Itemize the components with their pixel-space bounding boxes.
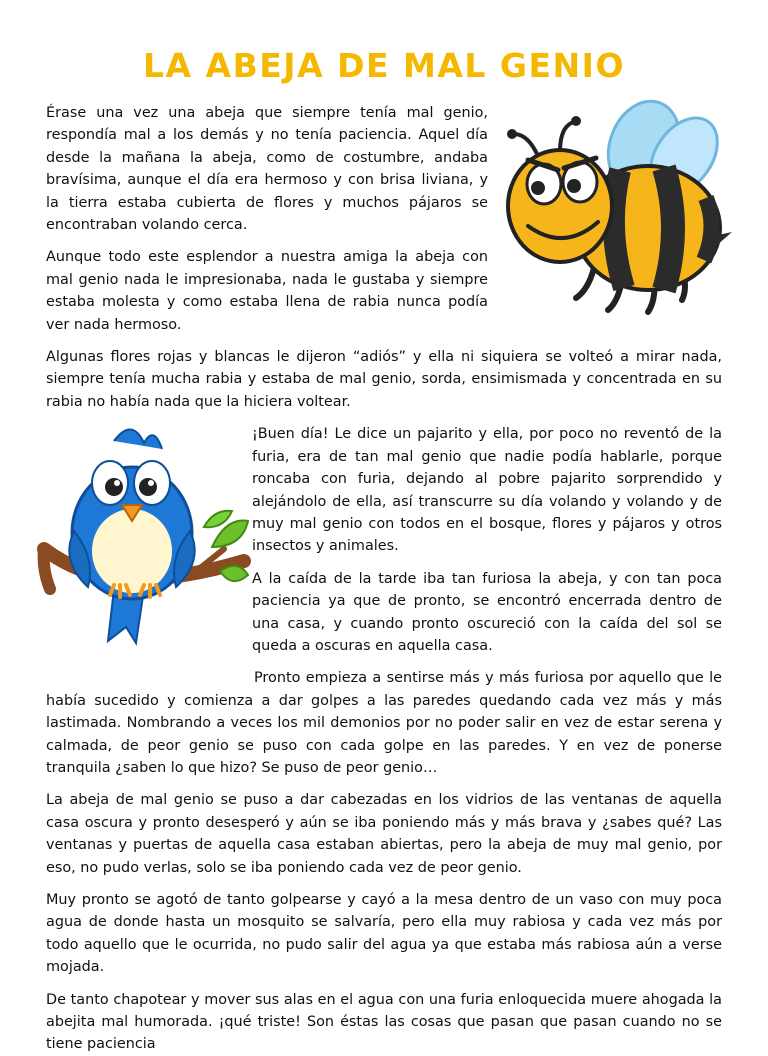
bee-icon xyxy=(498,98,736,322)
page-title: LA ABEJA DE MAL GENIO xyxy=(143,46,625,85)
paragraph-1: Érase una vez una abeja que siempre tenía mal genio, respondía mal a los demás y no tenía paciencia. Aquel día desde la mañana la abeja, como de costumbre, andaba bravísima, aunque el día era hermoso y con brisa liviana, y la tierra estaba cubierta de flores y muchos pájaros se encontraban volando cerca. xyxy=(46,105,488,234)
paragraph-2: Aunque todo este esplendor a nuestra amiga la abeja con mal genio nada le impresionaba, nada le gustaba y siempre estaba molesta y como estaba llena de rabia nunca podía ver nada hermoso. xyxy=(46,249,488,333)
paragraph-8: Muy pronto se agotó de tanto golpearse y cayó a la mesa dentro de un vaso con muy poca agua de donde hasta un mosquito se salvaría, pero ella muy rabiosa y cada vez más por todo aquello que le ocurrida, no pudo salir del agua ya que estaba más rabiosa aún a verse mojada. xyxy=(46,892,722,976)
paragraph-7: La abeja de mal genio se puso a dar cabezadas en los vidrios de las ventanas de aquella casa oscura y pronto desesperó y aún se iba poniendo más y más brava y ¿sabes qué? Las ventanas y puertas de aquella casa estaban abiertas, pero la abeja de muy mal genio, por eso, no pudo verlas, solo se iba poniendo cada vez de peor genio. xyxy=(46,792,722,876)
story-body xyxy=(46,102,722,1056)
paragraph-9: De tanto chapotear y mover sus alas en el agua con una furia enloquecida muere ahogada la abejita mal humorada. ¡qué triste! Son éstas las cosas que pasan que pasan cuando no se tiene paciencia xyxy=(46,991,722,1053)
paragraph-5: A la caída de la tarde iba tan furiosa la abeja, y con tan poca paciencia ya que de pronto, se encontró encerrada dentro de una casa, y cuando pronto oscureció con la caída del sol se queda a oscuras en aquella casa. xyxy=(252,570,722,654)
bird-icon xyxy=(44,421,244,649)
paragraph-6: Pronto empieza a sentirse más y más furiosa por aquello que le había sucedido y comienza a dar golpes a las paredes quedando cada vez más y más lastimada. Nombrando a veces los mil demonios por no poder salir en vez de estar serena y calmada, de peor genio se puso con cada golpe en las paredes. Y en vez de ponerse tranquila ¿saben lo que hizo? Se puso de peor genio… xyxy=(46,670,722,776)
paragraph-3: Algunas flores rojas y blancas le dijeron “adiós” y ella ni siquiera se volteó a mirar nada, siempre tenía mucha rabia y estaba de mal genio, sorda, ensimismada y concentrada en su rabia no había nada que la hiciera voltear. xyxy=(46,349,722,410)
paragraph-4: ¡Buen día! Le dice un pajarito y ella, por poco no reventó de la furia, era de tan mal genio que nadie podía hablarle, porque roncaba con furia, dejando al pobre pajarito sorprendido y alejándolo de ella, así transcurre su día volando y volando y de muy mal genio con todos en el bosque, flores y pájaros y otros insectos y animales. xyxy=(252,426,722,555)
bird-illustration xyxy=(44,421,244,649)
bee-illustration xyxy=(498,98,736,322)
